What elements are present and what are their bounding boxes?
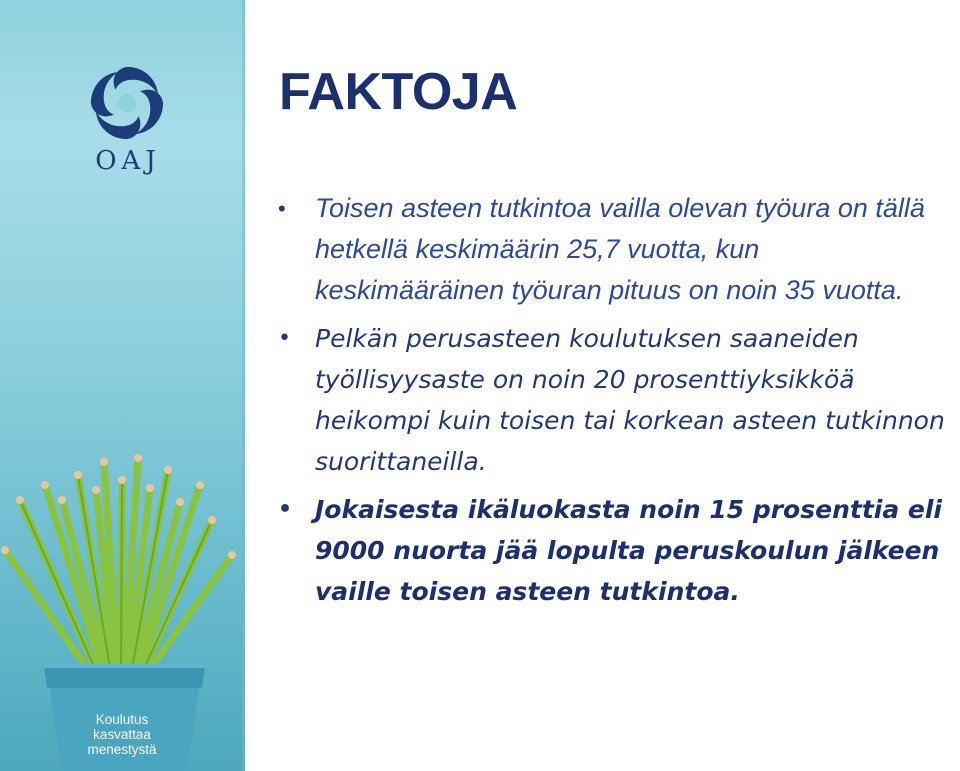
fact-item [278,188,953,311]
slogan-line-2: kasvattaa [93,727,151,742]
bullet-dot-icon: • [278,196,286,221]
sidebar-panel [0,0,245,771]
fact-list [278,188,953,612]
fact-text: Toisen asteen tutkintoa vailla olevan työura on tällä hetkellä keskimäärin 25,7 vuotta, kun keskimääräinen työuran pituus on noin 35 vuotta. [315,193,925,305]
fact-text: Jokaisesta ikäluokasta noin 15 prosenttia eli 9000 nuorta jää lopulta peruskoulun jälkeen vaille toisen asteen tutkintoa. [315,495,943,606]
fact-text: Pelkän perusasteen koulutuksen saaneiden työllisyysaste on noin 20 prosenttiyksikköä heikompi kuin toisen tai korkean asteen tutkinnon suorittaneilla. [315,324,945,476]
bullet-dot-icon: • [278,326,291,351]
slogan-line-3: menestystä [87,742,157,757]
slogan-text [62,712,182,757]
oaj-logo-text: OAJ [95,146,161,176]
pencil-bundle-image [0,440,245,690]
slide-title: FAKTOJA [279,63,518,121]
slogan-line-1: Koulutus [95,712,149,727]
bullet-dot-icon: • [278,497,293,522]
fact-item [278,318,953,482]
oaj-swirl-logo-icon [86,62,168,144]
fact-item [278,489,953,612]
